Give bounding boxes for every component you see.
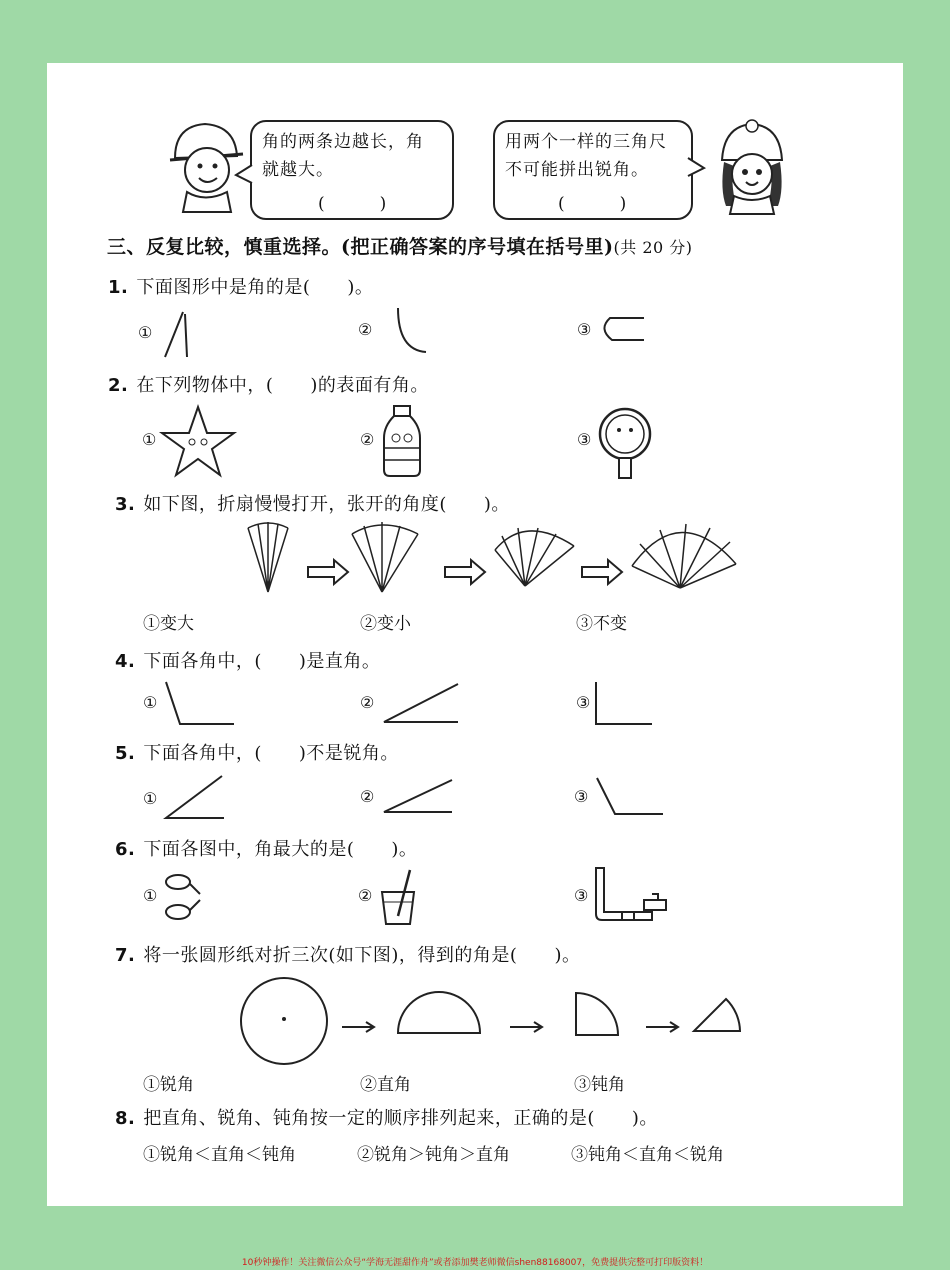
arrow-icon bbox=[342, 1022, 374, 1032]
bubble-tail-left bbox=[236, 165, 256, 185]
question-1 bbox=[108, 273, 373, 299]
q8-number: 8. bbox=[115, 1108, 136, 1129]
question-3 bbox=[115, 490, 510, 516]
arrow-icon bbox=[646, 1022, 678, 1032]
q8-option-2[interactable]: ②锐角＞钝角＞直角 bbox=[357, 1145, 510, 1165]
q4-text: 下面各角中，( )是直角。 bbox=[143, 651, 381, 672]
section-score: (共 20 分) bbox=[613, 238, 693, 257]
question-8 bbox=[115, 1104, 658, 1130]
q3-text: 如下图，折扇慢慢打开，张开的角度( )。 bbox=[143, 494, 510, 515]
fan-2-icon bbox=[352, 522, 418, 592]
q3-option-2[interactable]: ②变小 bbox=[360, 614, 411, 634]
q2-magnifier-icon bbox=[597, 406, 657, 480]
q8-option-1[interactable]: ①锐角＜直角＜钝角 bbox=[143, 1145, 296, 1165]
fan-3-icon bbox=[495, 528, 574, 586]
q2-number: 2. bbox=[108, 375, 129, 396]
bubble-left-line2: 就越大。 bbox=[262, 160, 334, 180]
q6-pipe-faucet-icon bbox=[592, 866, 672, 930]
bubble-right-line2: 不可能拼出锐角。 bbox=[505, 160, 649, 180]
bubble-left-answer-paren[interactable]: ( ) bbox=[318, 194, 388, 214]
q6-number: 6. bbox=[115, 839, 136, 860]
q8-text: 把直角、锐角、钝角按一定的顺序排列起来，正确的是( )。 bbox=[143, 1108, 658, 1129]
question-7 bbox=[115, 941, 580, 967]
eighth-circle-icon bbox=[694, 999, 740, 1031]
section-title: 三、反复比较，慎重选择。(把正确答案的序号填在括号里) bbox=[107, 236, 614, 258]
q7-option-2[interactable]: ②直角 bbox=[360, 1075, 411, 1095]
q7-text: 将一张圆形纸对折三次(如下图)，得到的角是( )。 bbox=[143, 945, 581, 966]
q5-option-1[interactable]: ① bbox=[143, 789, 158, 808]
q1-figure-3-rounded-angle bbox=[598, 315, 648, 345]
q6-glass-straw-icon bbox=[376, 866, 420, 928]
arrow-1-icon bbox=[308, 560, 348, 584]
q1-text: 下面图形中是角的是( )。 bbox=[136, 277, 374, 298]
semicircle-icon bbox=[398, 992, 480, 1033]
q8-option-3[interactable]: ③钝角＜直角＜锐角 bbox=[571, 1145, 724, 1165]
q2-text: 在下列物体中，( )的表面有角。 bbox=[136, 375, 429, 396]
q3-number: 3. bbox=[115, 494, 136, 515]
q7-number: 7. bbox=[115, 945, 136, 966]
question-6 bbox=[115, 835, 417, 861]
q1-number: 1. bbox=[108, 277, 129, 298]
arrow-3-icon bbox=[582, 560, 622, 584]
q6-option-3[interactable]: ③ bbox=[574, 886, 589, 905]
q7-option-1[interactable]: ①锐角 bbox=[143, 1075, 194, 1095]
q4-option-3[interactable]: ③ bbox=[576, 693, 591, 712]
q3-fan-sequence bbox=[240, 520, 740, 600]
q2-option-2[interactable]: ② bbox=[360, 430, 375, 449]
q4-angle-2-acute bbox=[382, 682, 462, 724]
q2-option-1[interactable]: ① bbox=[142, 430, 157, 449]
q1-figure-2-curve bbox=[384, 308, 428, 354]
q5-angle-2-acute bbox=[382, 778, 454, 816]
q6-scissors-icon bbox=[160, 872, 210, 922]
q7-folding-sequence bbox=[238, 975, 748, 1071]
question-5 bbox=[115, 739, 399, 765]
q4-option-2[interactable]: ② bbox=[360, 693, 375, 712]
quarter-circle-icon bbox=[576, 993, 618, 1035]
q5-angle-1-acute bbox=[164, 774, 226, 822]
q5-angle-3-obtuse bbox=[595, 776, 667, 818]
girl-cartoon bbox=[710, 120, 790, 215]
q6-option-1[interactable]: ① bbox=[143, 886, 158, 905]
q6-text: 下面各图中，角最大的是( )。 bbox=[143, 839, 418, 860]
q2-star-icon bbox=[160, 405, 236, 477]
q1-figure-1-two-lines bbox=[165, 312, 195, 360]
fan-1-icon bbox=[248, 522, 288, 592]
q4-option-1[interactable]: ① bbox=[143, 693, 158, 712]
q7-option-3[interactable]: ③钝角 bbox=[574, 1075, 625, 1095]
q5-text: 下面各角中，( )不是锐角。 bbox=[143, 743, 399, 764]
bubble-left-line1: 角的两条边越长，角 bbox=[262, 132, 424, 152]
arrow-2-icon bbox=[445, 560, 485, 584]
q4-angle-1-obtuse bbox=[164, 680, 236, 728]
bubble-tail-right bbox=[686, 158, 706, 178]
q2-option-3[interactable]: ③ bbox=[577, 430, 592, 449]
question-4 bbox=[115, 647, 380, 673]
q1-option-3[interactable]: ③ bbox=[577, 320, 592, 339]
q4-number: 4. bbox=[115, 651, 136, 672]
fan-4-icon bbox=[632, 524, 736, 588]
question-2 bbox=[108, 371, 429, 397]
q3-option-1[interactable]: ①变大 bbox=[143, 614, 194, 634]
q2-bottle-icon bbox=[382, 404, 422, 478]
arrow-icon bbox=[510, 1022, 542, 1032]
q1-option-1[interactable]: ① bbox=[138, 323, 153, 342]
q5-option-2[interactable]: ② bbox=[360, 787, 375, 806]
boy-cartoon bbox=[165, 118, 245, 213]
q1-option-2[interactable]: ② bbox=[358, 320, 373, 339]
bubble-right-answer-paren[interactable]: ( ) bbox=[558, 194, 628, 214]
footer-notice: 10秒钟操作！关注微信公众号“学海无涯甜作舟”或者添加樊老师微信shen88168007，免费提供完整可打印版资料！ bbox=[241, 1258, 709, 1268]
bubble-right-line1: 用两个一样的三角尺 bbox=[505, 132, 667, 152]
q3-option-3[interactable]: ③不变 bbox=[576, 614, 627, 634]
section-heading bbox=[107, 232, 693, 259]
q6-option-2[interactable]: ② bbox=[358, 886, 373, 905]
q5-number: 5. bbox=[115, 743, 136, 764]
q4-angle-3-right bbox=[594, 680, 654, 728]
q5-option-3[interactable]: ③ bbox=[574, 787, 589, 806]
